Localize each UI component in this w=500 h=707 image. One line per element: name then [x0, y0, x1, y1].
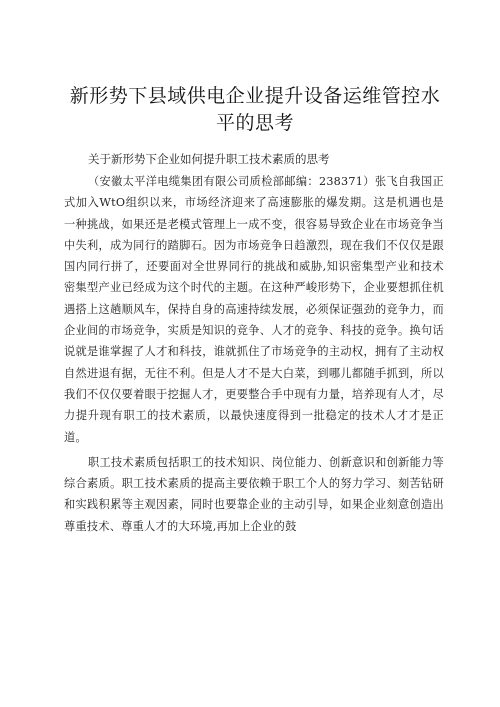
document-subtitle: 关于新形势下企业如何提升职工技术素质的思考: [88, 152, 330, 166]
body-paragraph-1: （安徽太平洋电缆集团有限公司质检部邮编：238371）张飞自我国正式加入WtO组织以来，市场经济迎来了高速膨胀的爆发期。这是机遇也是一种挑战，如果还是老模式管理上一成不变，很容易导致企业在市场竞争当中失利，成为同行的踏脚石。因为市场竞争日趋激烈，现在我们不仅仅是跟国内同行拼了，还要面对全世界同行的挑战和威胁,知识密集型产业和技术密集型产业已经成为这个时代的主题。在这种严峻形势下，企业要想抓住机遇搭上这趟顺风车，保持自身的高速持续发展，必须保证强劲的竞争力，而企业间的市场竞争，实质是知识的竞争、人才的竞争、科技的竞争。换句话说就是谁掌握了人才和科技，谁就抓住了市场竞争的主动权，拥有了主动权自然进退有据，无往不利。但是人才不是大白菜，到哪儿都随手抓到，所以我们不仅仅要着眼于挖掘人才，更要整合手中现有力量，培养现有人才，尽力提升现有职工的技术素质，以最快速度得到一批稳定的技术人才才是正道。: [64, 175, 444, 444]
body-paragraph-2: 职工技术素质包括职工的技术知识、岗位能力、创新意识和创新能力等综合素质。职工技术素质的提高主要依赖于职工个人的努力学习、刻苦钻研和实践积累等主观因素，同时也要靠企业的主动引导，如果企业刻意创造出尊重技术、尊重人才的大环境,再加上企业的鼓: [64, 455, 444, 533]
document-title: 新形势下县域供电企业提升设备运维管控水平的思考: [69, 85, 441, 134]
